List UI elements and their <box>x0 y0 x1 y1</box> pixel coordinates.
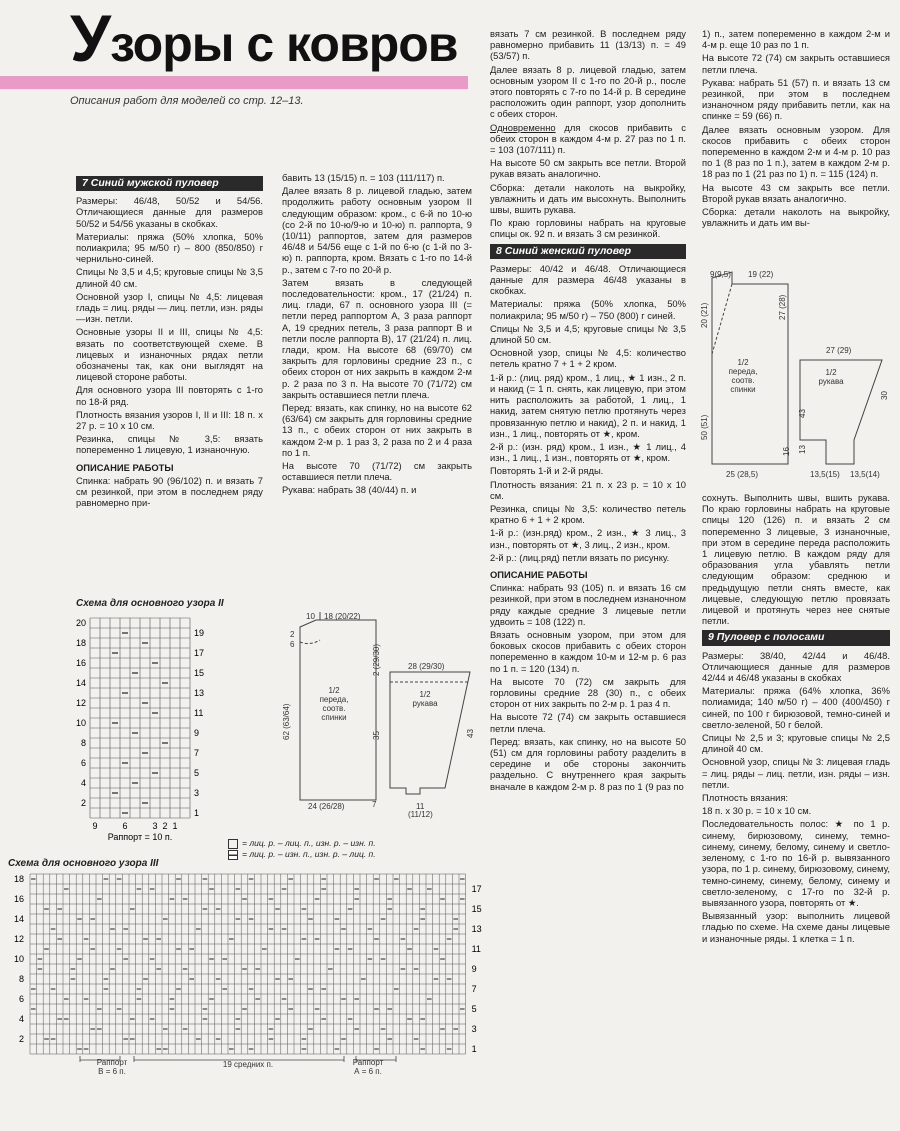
col2-front: Перед: вязать, как спинку, но на высоте 62 (63/64) см закрыть для горловины средние 13 п., с обеих сторон от них закрыть в каждом 2-м р. 1 раз 3, 2 раза по 2 и 4 раза по 1 п. <box>282 402 472 458</box>
chart-3-row-label: 15 <box>471 904 482 914</box>
chart-2-row-label: 11 <box>194 708 204 718</box>
col2-pattern-3: Затем вязать в следующей последовательности: кром., 17 (21/24) п. лиц. глади, 67 п. основного узора III (= петли перед раппортом А, 3 раза раппорт А, 19 средних петель, 3 раза раппорт В и петли после раппорта В), 17 (21/24) п. лиц. глади, кром. На высоте 68 (69/70) см закрыть для горловины средние 23 п., с обеих сторон от них закрыть в каждом 2-м р. 2 раза по 3 п. На высоте 70 (71/72) см закрыть оставшиеся петли плеча. <box>282 276 472 400</box>
col3-side-increase: Вязать основным узором, при этом для боковых скосов прибавить с обеих сторон попеременно в каждом 10-м и 12-м р. 6 раз по 1 п. = 120 (134) п. <box>490 628 686 674</box>
p8-dim-16: 16 <box>782 447 791 456</box>
p7-dim-29-30: 2 (29/30) <box>372 643 381 676</box>
chart-2-row-label: 3 <box>194 788 200 798</box>
col3-row-1: 1-й р.: (лиц. ряд) кром., 1 лиц., ★ 1 изн., 2 п. и накид (= 1 п. снять, как лицевую, при этом нить расположить за работой, 1 лиц., 1 накид, затем снятую петлю протянуть через провязанную петлю и накид), 2 п. и накид, 1 изн., 1 лиц., повторять от ★, кром. <box>490 371 686 439</box>
col3-rib-row-1: 1-й р.: (изн.ряд) кром., 2 изн., ★ 3 лиц., 3 изн., повторять от ★, 3 лиц., 2 изн., кром. <box>490 527 686 550</box>
chart-2-row-label: 4 <box>80 778 86 788</box>
chart-2-row-label: 9 <box>194 728 200 738</box>
col3-work-heading: ОПИСАНИЕ РАБОТЫ <box>490 568 588 580</box>
col1-pattern-2-3: Основные узоры II и III, спицы № 4,5: вязать по соответствующей схеме. В лицевых и изнаночных рядах петли обозначены так, как они выглядят на лицевой стороне работы. <box>76 326 263 383</box>
page-subtitle: Описания работ для моделей со стр. 12–13. <box>70 95 304 107</box>
col1-work-heading: ОПИСАНИЕ РАБОТЫ <box>76 461 174 473</box>
p7-dim-28: 28 (29/30) <box>408 662 445 671</box>
col4-gauge-label: Плотность вязания: <box>702 792 789 804</box>
col3-gauge: Плотность вязания: 21 п. х 23 р. = 10 х 10 см. <box>490 478 686 501</box>
p7-dim-11: 11 <box>416 802 425 811</box>
section-9-heading: 9 Пуловер с полосами <box>702 630 890 645</box>
front-neck-line <box>712 284 732 354</box>
col1-sizes: Размеры: 46/48, 50/52 и 54/56. Отличающиеся данные для размеров 50/52 и 54/56 указаны в скобках. <box>76 195 263 229</box>
chart-2-row-label: 18 <box>75 638 86 648</box>
p8-dim-43: 43 <box>798 409 807 418</box>
col3-materials: Материалы: пряжа (50% хлопка, 50% полиакрила; 95 м/50 г) – 750 (800) г синей. <box>490 298 686 321</box>
col3-assembly: Сборка: детали наколоть на выкройку, увлажнить и дать им высохнуть. Выполнить швы, вшить рукава. <box>490 181 686 216</box>
chart-3-row-label: 18 <box>13 874 24 884</box>
col4-decrease: 1) п., затем попеременно в каждом 2-м и 4-м р. еще 10 раз по 1 п. <box>702 28 890 51</box>
column-2 <box>282 172 472 612</box>
chart-3-row-label: 2 <box>18 1034 24 1044</box>
chart-3-rapport-a: Раппорт А = 6 п. <box>352 1058 384 1076</box>
chart-2-row-label: 5 <box>194 768 200 778</box>
chart-2-row-label: 13 <box>194 688 205 698</box>
chart-2-row-label: 14 <box>75 678 86 688</box>
p8-dim-13-5: 13,5(15) <box>810 470 840 479</box>
chart-2-row-label: 12 <box>75 698 86 708</box>
col4-sizes: Размеры: 38/40, 42/44 и 46/48. Отличающиеся данные для размеров 42/44 и 46/48 указаны в скобках <box>702 649 890 684</box>
chart-2-row-label: 20 <box>75 618 86 628</box>
chart-2-row-label: 16 <box>75 658 86 668</box>
chart-2-row-label: 7 <box>194 748 200 758</box>
chart-2-row-label: 19 <box>194 628 205 638</box>
p8-dim-27-28: 27 (28) <box>778 294 787 320</box>
chart-3-row-label: 1 <box>471 1044 477 1054</box>
p8-dim-25: 25 (28,5) <box>726 470 759 479</box>
col4-materials: Материалы: пряжа (64% хлопка, 36% полиамида; 140 м/50 г) – 400 (400/450) г синей, по 100 г бирюзовой, темно-синей и светло-зеленой, 50 г белой. <box>702 685 890 730</box>
chart-3-row-label: 10 <box>13 954 24 964</box>
p8-dim-9: 9(9,5) <box>710 270 731 279</box>
col3-rib-multiple: Резинка, спицы № 3,5: количество петель кратно 6 + 1 + 2 кром. <box>490 502 686 526</box>
col1-pattern-3-repeat: Для основного узора III повторять с 1-го по 18-й ряд. <box>76 384 263 407</box>
col4-sleeves: Рукава: набрать 51 (57) п. и вязать 13 см резинкой, при этом в последнем изнаночном ряду прибавить петли, как на спинке = 59 (66) п. <box>702 76 890 122</box>
chart-2-col-label: 9 <box>92 821 98 831</box>
col3-needles: Спицы № 3,5 и 4,5; круговые спицы № 3,5 длиной 50 см. <box>490 322 686 346</box>
chart-2-col-label: 2 <box>162 821 168 831</box>
col1-gauge: Плотность вязания узоров I, II и III: 18 п. х 27 р. = 10 х 10 см. <box>76 408 263 432</box>
chart-2-row-label: 2 <box>80 798 86 808</box>
col3-simultaneous: Одновременно для скосов прибавить с обеих сторон в каждом 4-м р. 27 раз по 1 п. = 103 (107/111) п. <box>490 121 686 156</box>
legend-item-reverse: = лиц. р. – изн. п., изн. р. – лиц. п. <box>228 849 478 860</box>
col4-stripes: Последовательность полос: ★ по 1 р. синему, бирюзовому, синему, темно-синему, синему, белому, синему и светло-зеленому, с 1-го по 16-й р. вывязанного узора, по 1 р. синему, бирюзовому, синему, темно-синему, синему, белому, синему и светло-зеленому, с 17-го по 32-й р. вывязанного узора, повторять от ★. <box>702 818 890 908</box>
col1-back: Спинка: набрать 90 (96/102) п. и вязать 7 см резинкой, при этом в последнем ряду равномерно при- <box>76 474 263 509</box>
column-3 <box>490 28 686 1078</box>
p8-body-label: 1/2 переда, соотв. спинки <box>728 358 758 394</box>
chart-2-row-label: 8 <box>80 738 86 748</box>
p7-dim-10: 10 <box>306 612 315 621</box>
chart-2-caption: Схема для основного узора II <box>76 598 224 609</box>
p8-sleeve-label: 1/2 рукава <box>818 368 844 386</box>
p8-dim-50: 50 (51) <box>700 414 709 440</box>
col1-pattern-1: Основной узор I, спицы № 4,5: лицевая гладь = лиц. ряды — лиц. петли, изн. ряды —изн. петли. <box>76 290 263 325</box>
column-1 <box>76 172 263 584</box>
p7-dim-6: 6 <box>290 640 295 649</box>
col4-main-pattern: Основной узор, спицы № 3: лицевая гладь = лиц. ряды – лиц. петли, изн. ряды – изн. петли. <box>702 756 890 790</box>
chart-2-grid <box>60 612 220 842</box>
col2-increase: бавить 13 (15/15) п. = 103 (111/117) п. <box>282 172 445 183</box>
col4-shoulder: На высоте 72 (74) см закрыть оставшиеся петли плеча. <box>702 52 890 75</box>
col4-neckline: сохнуть. Выполнить швы, вшить рукава. По краю горловины набрать на круговые спицы 120 (126) п. и вязать 2 см попеременно 3 лицевые, 3 изнаночные, при этом в середине переда расположить 1 лицевую петлю. В каждом ряду для образования угла убавлять петли следующим образом: среднюю и предыдущую петли снять вместе, как лицевые, следующую петлю провязать лицевой и протянуть через нее снятые петли. <box>702 492 890 627</box>
chart-3-row-label: 12 <box>13 934 24 944</box>
chart-2-row-label: 15 <box>194 668 205 678</box>
chart-3-row-label: 16 <box>13 894 24 904</box>
chart-3-row-label: 14 <box>13 914 24 924</box>
p7-dim-35: 35 <box>372 731 381 740</box>
chart-2-row-label: 1 <box>194 808 200 818</box>
col2-pattern-2: Далее вязать 8 р. лицевой гладью, затем продолжить работу основным узором II следующим образом: кром., с 6-й по 10-ю (со 2-й по 10-ю/9-ю и 10-ю) п. раппорта, 9 (10/11) раппортов, затем для размеров 46/48 и 54/56 еще с 1-й по 6-ю (с 1-й по 3-ю) п. раппорта, кром. Вязать с 1-го по 14-й р., затем с 7-го по 20-й р. <box>282 185 472 275</box>
legend-empty-square-icon <box>228 839 238 849</box>
p7-sleeve-label: 1/2 рукава <box>412 690 438 708</box>
p7-body-label: 1/2 переда, соотв. спинки <box>319 686 349 722</box>
col4-sleeve-increase: Далее вязать основным узором. Для скосов прибавить с обеих сторон попеременно в каждом 2-м и 4-м р. 10 раз по 1 (8 раз по 1 п.), затем в каждом 2-м р. 18 раз по 1 (21 раз по 1) п. = 115 (124) п. <box>702 123 890 180</box>
chart-3-row-label: 17 <box>471 884 482 894</box>
chart-3-rapport-b: Раппорт В = 6 п. <box>96 1058 128 1076</box>
chart-2-col-label: 1 <box>172 821 178 831</box>
col1-rib: Резинка, спицы № 3,5: вязать попеременно 1 лицевую, 1 изнаночную. <box>76 433 263 456</box>
chart-2-row-label: 10 <box>75 718 86 728</box>
p8-dim-30: 30 <box>880 391 889 400</box>
chart-3-row-label: 9 <box>471 964 477 974</box>
legend-dash-square-icon <box>228 850 238 860</box>
chart-3-row-label: 3 <box>471 1024 477 1034</box>
p7-dim-18: 18 (20/22) <box>324 612 361 621</box>
col3-pattern: Далее вязать 8 р. лицевой гладью, затем основным узором II с 1-го по 20-й р., после этого повторять с 7-го по 14-й р. В середине расположить один раппорт, узор дополнить с обеих сторон. <box>490 63 686 120</box>
p7-dim-11-12: (11/12) <box>408 810 433 819</box>
chart-legend <box>228 838 478 860</box>
col3-main-pattern: Основной узор, спицы № 4,5: количество петель кратно 7 + 1 + 2 кром. <box>490 347 686 370</box>
section-7-heading: 7 Синий мужской пуловер <box>76 176 263 191</box>
p8-dim-13-5b: 13,5(14) <box>850 470 880 479</box>
col1-materials: Материалы: пряжа (50% хлопка, 50% полиакрила; 95 м/50 г) – 800 (850/850) г чернильно-синей. <box>76 230 263 265</box>
col2-sleeves: Рукава: набрать 38 (40/44) п. и <box>282 484 417 496</box>
col3-front: Перед: вязать, как спинку, но на высоте 50 (51) см для горловины работу разделить в середине и обе стороны закончить раздельно. С внутреннего края закрыть вначале в каждом 2-м р. 8 раз по 1 (9 раз по <box>490 735 686 792</box>
chart-3-row-label: 11 <box>471 944 481 954</box>
col3-neckline: По краю горловины набрать на круговые спицы ок. 92 п. и вязать 3 см резинкой. <box>490 217 686 240</box>
p8-dim-19: 19 (22) <box>748 270 774 279</box>
col3-neck: На высоте 70 (72) см закрыть для горловины средние 28 (30) п., с обеих сторон от них закрыть по 2-м р. 1 раз 4 п. <box>490 675 686 710</box>
p7-dim-2: 2 <box>290 630 295 639</box>
chart-3-row-label: 6 <box>18 994 24 1004</box>
column-4-top <box>702 28 890 268</box>
chart-3-row-label: 7 <box>471 984 477 994</box>
column-4-bottom <box>702 492 890 1082</box>
col3-rib: вязать 7 см резинкой. В последнем ряду равномерно прибавить 11 (13/13) п. = 49 (53/57) п. <box>490 28 686 62</box>
p7-dim-62: 62 (63/64) <box>282 703 291 740</box>
chart-2-col-label: 3 <box>152 821 158 831</box>
col3-sizes: Размеры: 40/42 и 46/48. Отличающиеся данные для размера 46/48 указаны в скобках. <box>490 262 686 297</box>
col1-needles: Спицы № 3,5 и 4,5; круговые спицы № 3,5 длиной 40 см. <box>76 266 263 289</box>
chart-2-row-label: 6 <box>80 758 86 768</box>
col4-bind-off: На высоте 43 см закрыть все петли. Второй рукав вязать аналогично. <box>702 181 890 204</box>
col4-gauge: 18 п. х 30 р. = 10 х 10 см. <box>702 805 812 817</box>
col3-repeat: Повторять 1-й и 2-й ряды. <box>490 465 604 477</box>
chart-3-row-label: 8 <box>18 974 24 984</box>
neckline-curve <box>300 640 320 644</box>
chart-3-row-label: 13 <box>471 924 482 934</box>
chart-2-rapport-label: Раппорт = 10 п. <box>107 832 173 842</box>
chart-2-row-label: 17 <box>194 648 205 658</box>
section-8-heading: 8 Синий женский пуловер <box>490 244 686 259</box>
legend-item-plain: = лиц. р. – лиц. п., изн. р. – изн. п. <box>228 838 478 849</box>
col3-rib-row-2: 2-й р.: (лиц.ряд) петли вязать по рисунку. <box>490 551 670 563</box>
p8-dim-27-29: 27 (29) <box>826 346 852 355</box>
chart-3-grid <box>4 868 482 1078</box>
col3-shoulder: На высоте 72 (74) см закрыть оставшиеся петли плеча. <box>490 711 686 734</box>
chart-3-caption: Схема для основного узора III <box>8 858 159 869</box>
col4-assembly: Сборка: детали наколоть на выкройку, увлажнить и дать им вы- <box>702 206 890 229</box>
p8-dim-13: 13 <box>798 445 807 454</box>
title-underline-bar <box>0 76 468 89</box>
chart-3-middle: 19 средних п. <box>222 1060 274 1069</box>
p7-dim-7: 7 <box>372 800 377 809</box>
chart-3-row-label: 5 <box>471 1004 477 1014</box>
col2-shoulder: На высоте 70 (71/72) см закрыть оставшиеся петли плеча. <box>282 460 472 483</box>
p8-dim-20: 20 (21) <box>700 302 709 328</box>
col4-needles: Спицы № 2,5 и 3; круговые спицы № 2,5 длиной 40 см. <box>702 732 890 755</box>
col3-bind-off: На высоте 50 см закрыть все петли. Второй рукав вязать аналогично. <box>490 157 686 180</box>
col4-knit-pattern: Вывязанный узор: выполнить лицевой гладью по схеме. На схеме даны лицевые и изнаночные ряды. 1 клетка = 1 п. <box>702 910 890 944</box>
col3-back: Спинка: набрать 93 (105) п. и вязать 16 см резинкой, при этом в последнем изнаночном ряду каждые средние 3 лицевые петли удвоить = 108 (122) п. <box>490 582 686 627</box>
chart-3-row-label: 4 <box>18 1014 24 1024</box>
chart-2-col-label: 6 <box>122 821 128 831</box>
p7-dim-43: 43 <box>466 729 475 738</box>
p7-dim-24: 24 (26/28) <box>308 802 345 811</box>
page-title: Узоры с ковров <box>70 1 458 75</box>
col3-row-2: 2-й р.: (изн. ряд) кром., 1 изн., ★ 1 лиц., 4 изн., 1 лиц., 1 изн., повторять от ★, кром. <box>490 440 686 464</box>
